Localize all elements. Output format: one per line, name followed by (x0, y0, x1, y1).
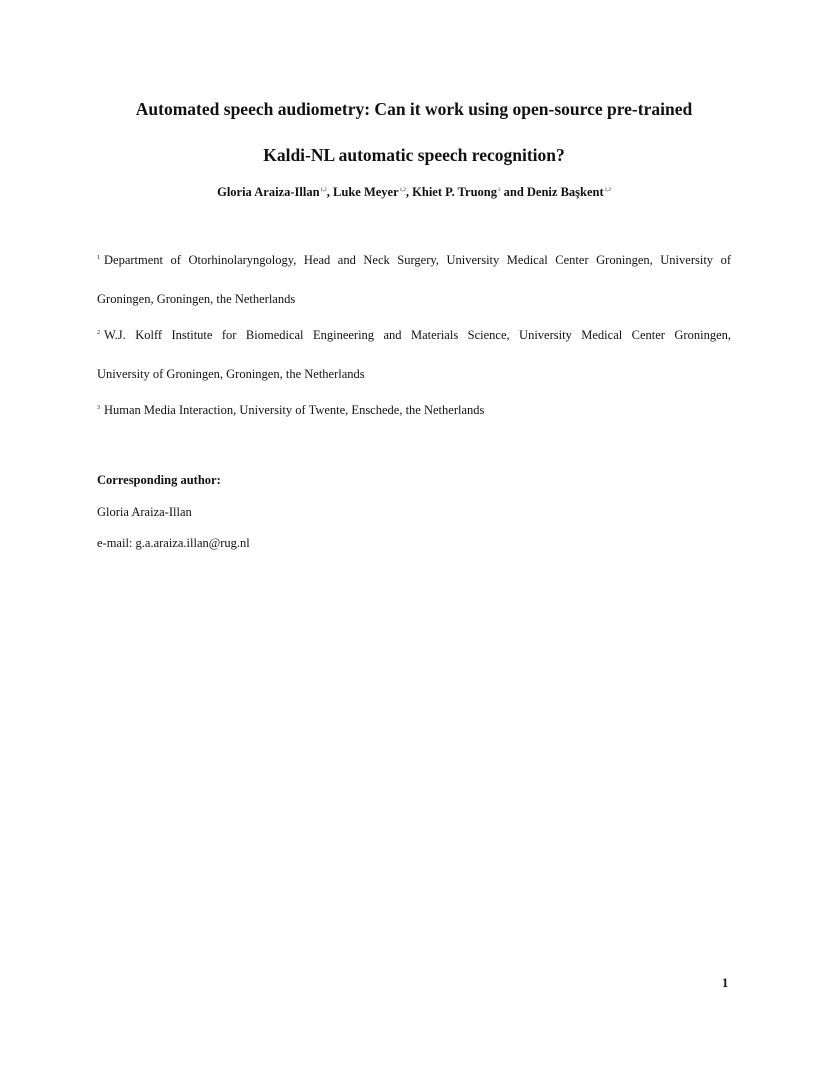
author-separator: and (500, 185, 527, 199)
corresponding-author-email: e-mail: g.a.araiza.illan@rug.nl (97, 536, 250, 550)
affiliation-2-line-1 (97, 328, 731, 343)
author-name: Luke Meyer (333, 185, 399, 199)
affiliation-1-line-2: Groningen, Groningen, the Netherlands (97, 292, 296, 306)
author-list (0, 185, 828, 200)
affiliation-text: W.J. Kolff Institute for Biomedical Engineering and Materials Science, University Medical Center Groningen, (104, 328, 731, 342)
affiliation-2-line-2: University of Groningen, Groningen, the Netherlands (97, 367, 365, 381)
paper-title-line-1: Automated speech audiometry: Can it work using open-source pre-trained (135, 99, 693, 119)
author-separator: , (405, 185, 413, 199)
author-name: Gloria Araiza-Illan (217, 185, 320, 199)
affiliation-1-line-1 (97, 253, 731, 268)
author-affiliation-marker: 1,2 (320, 188, 327, 193)
corresponding-author-heading: Corresponding author: (97, 473, 221, 487)
author-affiliation-marker: 3 (498, 188, 501, 193)
affiliation-text: Human Media Interaction, University of Twente, Enschede, the Netherlands (104, 403, 485, 417)
affiliation-number: 2 (97, 330, 100, 336)
page-number: 1 (722, 976, 729, 990)
paper-title-line-2: Kaldi-NL automatic speech recognition? (263, 145, 565, 165)
affiliation-number: 3 (97, 405, 100, 411)
affiliation-text: Department of Otorhinolaryngology, Head and Neck Surgery, University Medical Center Groningen, University of (104, 253, 731, 267)
affiliation-3-line-1 (97, 403, 484, 418)
author-name: Deniz Başkent (526, 185, 604, 199)
corresponding-author-name: Gloria Araiza-Illan (97, 505, 192, 519)
author-affiliation-marker: 1,2 (399, 188, 406, 193)
author-separator: , (326, 185, 334, 199)
affiliation-number: 1 (97, 255, 100, 261)
author-name: Khiet P. Truong (412, 185, 497, 199)
author-affiliation-marker: 1,2 (604, 188, 611, 193)
